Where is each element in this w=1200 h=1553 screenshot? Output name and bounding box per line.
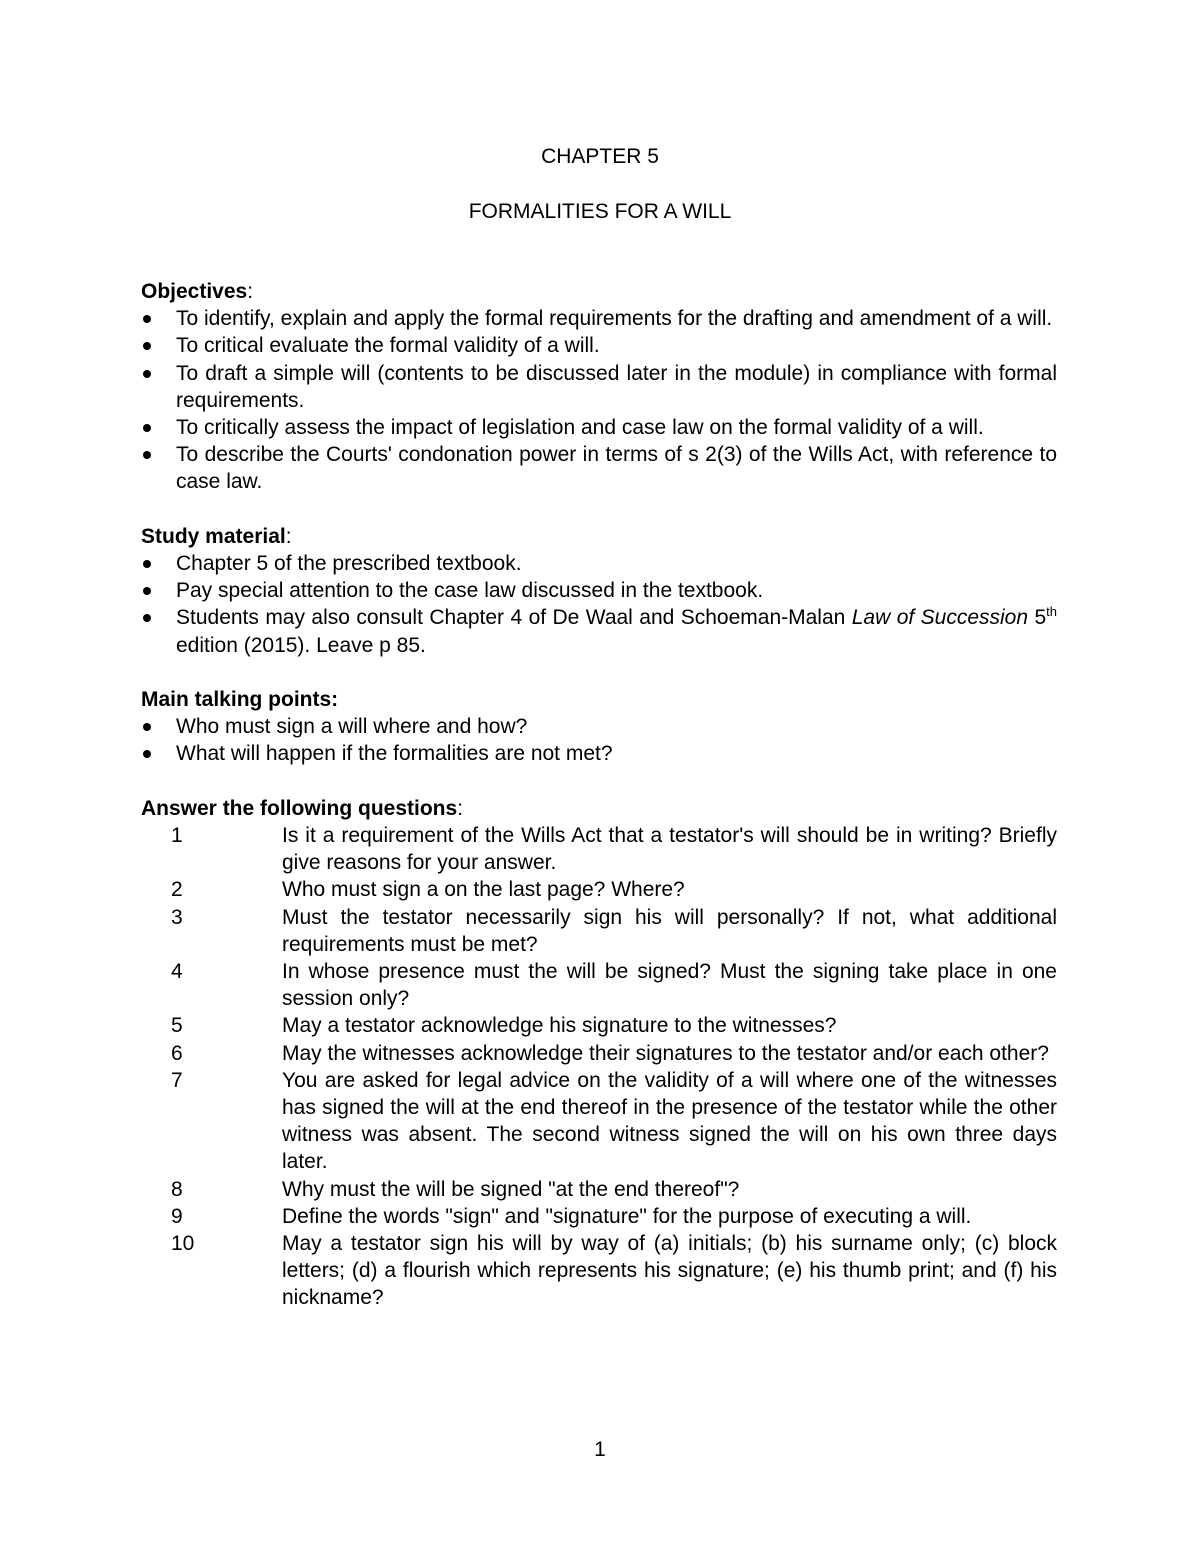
questions-heading: Answer the following questions: (141, 796, 464, 820)
talking-points-heading: Main talking points: (141, 688, 339, 712)
question-item: 3 Must the testator necessarily sign his will personally? If not, what additional requirements must be met? (171, 905, 1057, 956)
book-title: Law of Succession (851, 606, 1029, 630)
bullet-icon (143, 342, 151, 350)
study-material-heading: Study material: (141, 524, 292, 548)
objectives-heading: Objectives: (141, 280, 254, 303)
question-number: 10 (171, 1232, 195, 1256)
question-item: 1 Is it a requirement of the Wills Act that a testator's will should be in writing? Briefly give reasons for your answer. (171, 824, 1057, 875)
question-item: 6 May the witnesses acknowledge their signatures to the testator and/or each other? (141, 1040, 1057, 1067)
bullet-icon (143, 315, 151, 323)
document-body (141, 278, 1057, 1312)
question-number: 2 (171, 878, 183, 902)
objectives-list (141, 305, 1057, 495)
bullet-icon (143, 424, 151, 432)
question-number: 5 (171, 1014, 183, 1038)
bullet-icon (143, 560, 151, 568)
bullet-icon (143, 587, 151, 595)
list-item: To critical evaluate the formal validity of a will. (141, 332, 1057, 359)
list-item: Pay special attention to the case law discussed in the textbook. (141, 577, 1057, 604)
question-number: 4 (171, 960, 183, 984)
bullet-icon (143, 723, 151, 731)
bullet-icon (143, 370, 151, 378)
question-item: 4 In whose presence must the will be signed? Must the signing take place in one session only? (171, 960, 1057, 1011)
list-item: To identify, explain and apply the formal requirements for the drafting and amendment of a will. (141, 305, 1057, 332)
question-item: 9 Define the words "sign" and "signature" for the purpose of executing a will. (141, 1203, 1057, 1230)
chapter-title: FORMALITIES FOR A WILL (468, 200, 732, 223)
list-item: What will happen if the formalities are not met? (141, 740, 1057, 767)
list-item: To critically assess the impact of legislation and case law on the formal validity of a will. (141, 414, 1057, 441)
question-item: 7 You are asked for legal advice on the validity of a will where one of the witnesses has signed the will at the end thereof in the presence of the testator while the other witness was absent. The second witness signed the will on his own three days later. (171, 1068, 1057, 1174)
question-number: 8 (171, 1177, 183, 1201)
list-item: Chapter 5 of the prescribed textbook. (141, 550, 1057, 577)
question-item: 8 Why must the will be signed "at the end thereof"? (141, 1176, 1057, 1203)
question-number: 6 (171, 1041, 183, 1065)
question-number: 1 (171, 824, 183, 848)
question-number: 9 (171, 1204, 183, 1228)
study-material-list (141, 550, 1057, 659)
question-number: 3 (171, 905, 183, 929)
list-item: To describe the Courts' condonation power in terms of s 2(3) of the Wills Act, with reference to case law. (141, 441, 1057, 495)
talking-points-list (141, 713, 1057, 767)
list-item: Students may also consult Chapter 4 of De Waal and Schoeman-Malan Law of Succession 5th edition (2015). Leave p 85. (141, 604, 1057, 658)
questions-list (141, 822, 1057, 1312)
question-number: 7 (171, 1068, 183, 1092)
bullet-icon (143, 750, 151, 758)
question-item: 5 May a testator acknowledge his signature to the witnesses? (141, 1012, 1057, 1039)
question-item: 10 May a testator sign his will by way of (a) initials; (b) his surname only; (c) block letters; (d) a flourish which represents his signature; (e) his thumb print; and (f) his nickname? (171, 1232, 1057, 1310)
page-number: 1 (594, 1438, 606, 1461)
list-item: To draft a simple will (contents to be discussed later in the module) in compliance with formal requirements. (141, 360, 1057, 414)
bullet-icon (143, 451, 151, 459)
bullet-icon (143, 614, 151, 622)
question-item: 2 Who must sign a on the last page? Where? (141, 876, 1057, 903)
chapter-number: CHAPTER 5 (541, 145, 659, 168)
list-item: Who must sign a will where and how? (141, 713, 1057, 740)
